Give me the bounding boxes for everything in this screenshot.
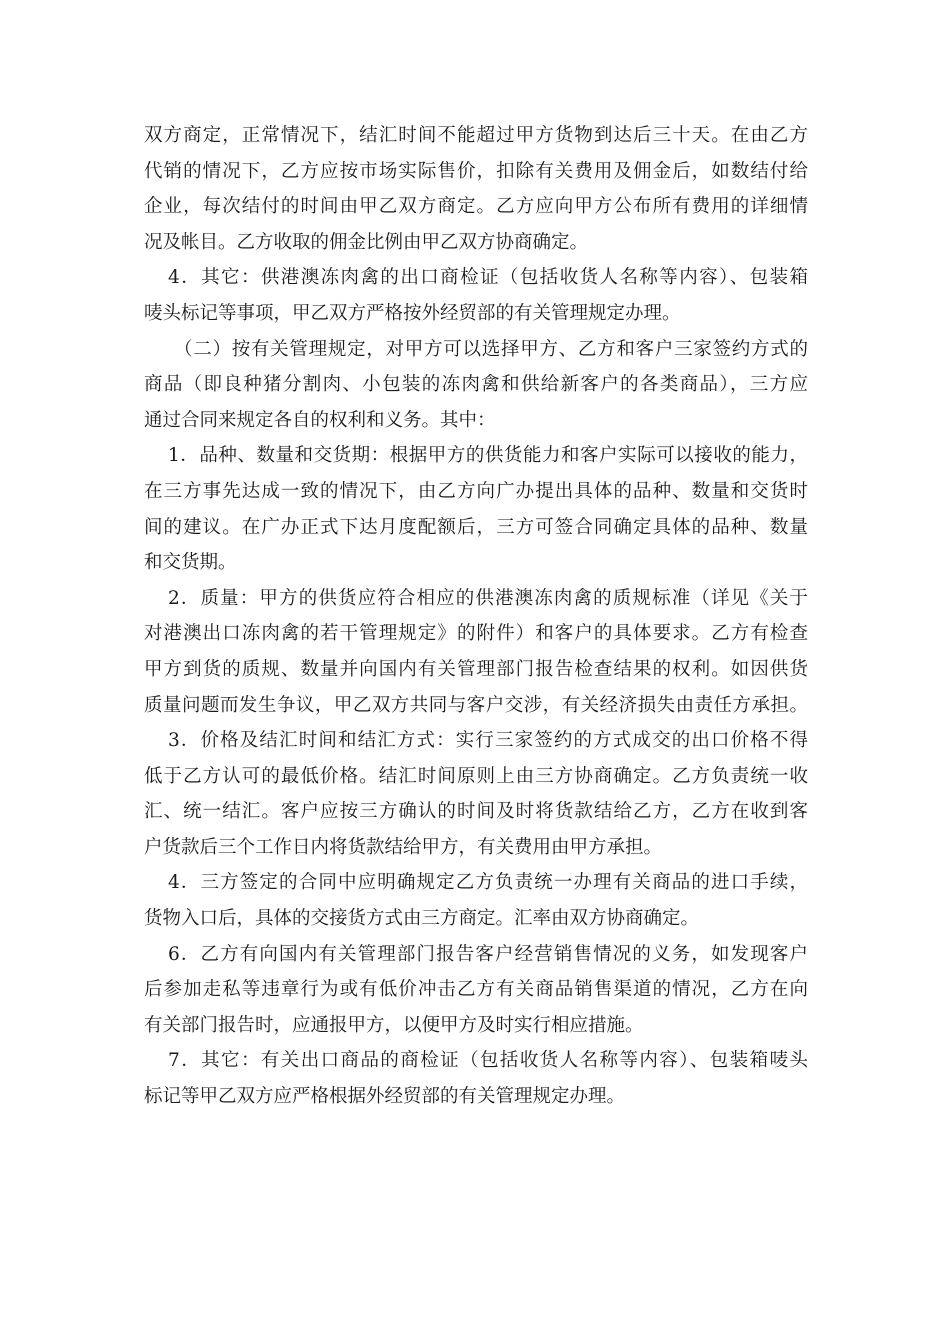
document-text-line: 2．质量：甲方的供货应符合相应的供港澳冻肉禽的质规标准（详见《关于 bbox=[168, 587, 808, 609]
document-text-line: （二）按有关管理规定，对甲方可以选择甲方、乙方和客户三家签约方式的 bbox=[174, 338, 808, 360]
document-text-line: 货物入口后，具体的交接货方式由三方商定。汇率由双方协商确定。 bbox=[144, 908, 700, 930]
document-text-line: 商品（即良种猪分割肉、小包装的冻肉禽和供给新客户的各类商品），三方应 bbox=[144, 374, 808, 396]
document-text-line: 质量问题而发生争议，甲乙双方共同与客户交涉，有关经济损失由责任方承担。 bbox=[144, 694, 808, 716]
document-text-line: 1．品种、数量和交货期：根据甲方的供货能力和客户实际可以接收的能力， bbox=[168, 445, 808, 467]
document-text-line: 代销的情况下，乙方应按市场实际售价，扣除有关费用及佣金后，如数结付给 bbox=[144, 160, 808, 182]
document-text-line: 唛头标记等事项，甲乙双方严格按外经贸部的有关管理规定办理。 bbox=[144, 302, 681, 324]
document-text-line: 4．三方签定的合同中应明确规定乙方负责统一办理有关商品的进口手续， bbox=[168, 872, 808, 894]
document-text-line: 通过合同来规定各自的权利和义务。其中： bbox=[144, 409, 496, 431]
document-text-line: 间的建议。在广办正式下达月度配额后，三方可签合同确定具体的品种、数量 bbox=[144, 516, 808, 538]
document-text-line: 汇、统一结汇。客户应按三方确认的时间及时将货款结给乙方，乙方在收到客 bbox=[144, 801, 808, 823]
document-text-line: 3．价格及结汇时间和结汇方式：实行三家签约的方式成交的出口价格不得 bbox=[168, 730, 808, 752]
document-text-line: 有关部门报告时，应通报甲方，以便甲方及时实行相应措施。 bbox=[144, 1014, 644, 1036]
document-text-line: 况及帐目。乙方收取的佣金比例由甲乙双方协商确定。 bbox=[144, 231, 589, 253]
document-text-line: 双方商定，正常情况下，结汇时间不能超过甲方货物到达后三十天。在由乙方 bbox=[144, 125, 808, 146]
document-text-line: 户货款后三个工作日内将货款结给甲方，有关费用由甲方承担。 bbox=[144, 836, 663, 858]
document-text-line: 对港澳出口冻肉禽的若干管理规定》的附件）和客户的具体要求。乙方有检查 bbox=[144, 623, 808, 645]
document-text-line: 后参加走私等违章行为或有低价冲击乙方有关商品销售渠道的情况，乙方在向 bbox=[144, 979, 808, 1001]
document-text-line: 标记等甲乙双方应严格根据外经贸部的有关管理规定办理。 bbox=[144, 1086, 626, 1108]
document-text-line: 和交货期。 bbox=[144, 552, 237, 574]
document-body-text bbox=[144, 118, 808, 1115]
document-text-line: 低于乙方认可的最低价格。结汇时间原则上由三方协商确定。乙方负责统一收 bbox=[144, 765, 808, 787]
document-text-line: 6．乙方有向国内有关管理部门报告客户经营销售情况的义务，如发现客户 bbox=[168, 943, 808, 965]
document-text-line: 7．其它：有关出口商品的商检证（包括收货人名称等内容）、包装箱唛头 bbox=[168, 1050, 808, 1072]
document-text-line: 企业，每次结付的时间由甲乙双方商定。乙方应向甲方公布所有费用的详细情 bbox=[144, 196, 808, 218]
document-text-line: 在三方事先达成一致的情况下，由乙方向广办提出具体的品种、数量和交货时 bbox=[144, 480, 808, 502]
document-text-line: 4．其它：供港澳冻肉禽的出口商检证（包括收货人名称等内容）、包装箱 bbox=[168, 267, 808, 289]
document-text-line: 甲方到货的质规、数量并向国内有关管理部门报告检查结果的权利。如因供货 bbox=[144, 658, 808, 680]
